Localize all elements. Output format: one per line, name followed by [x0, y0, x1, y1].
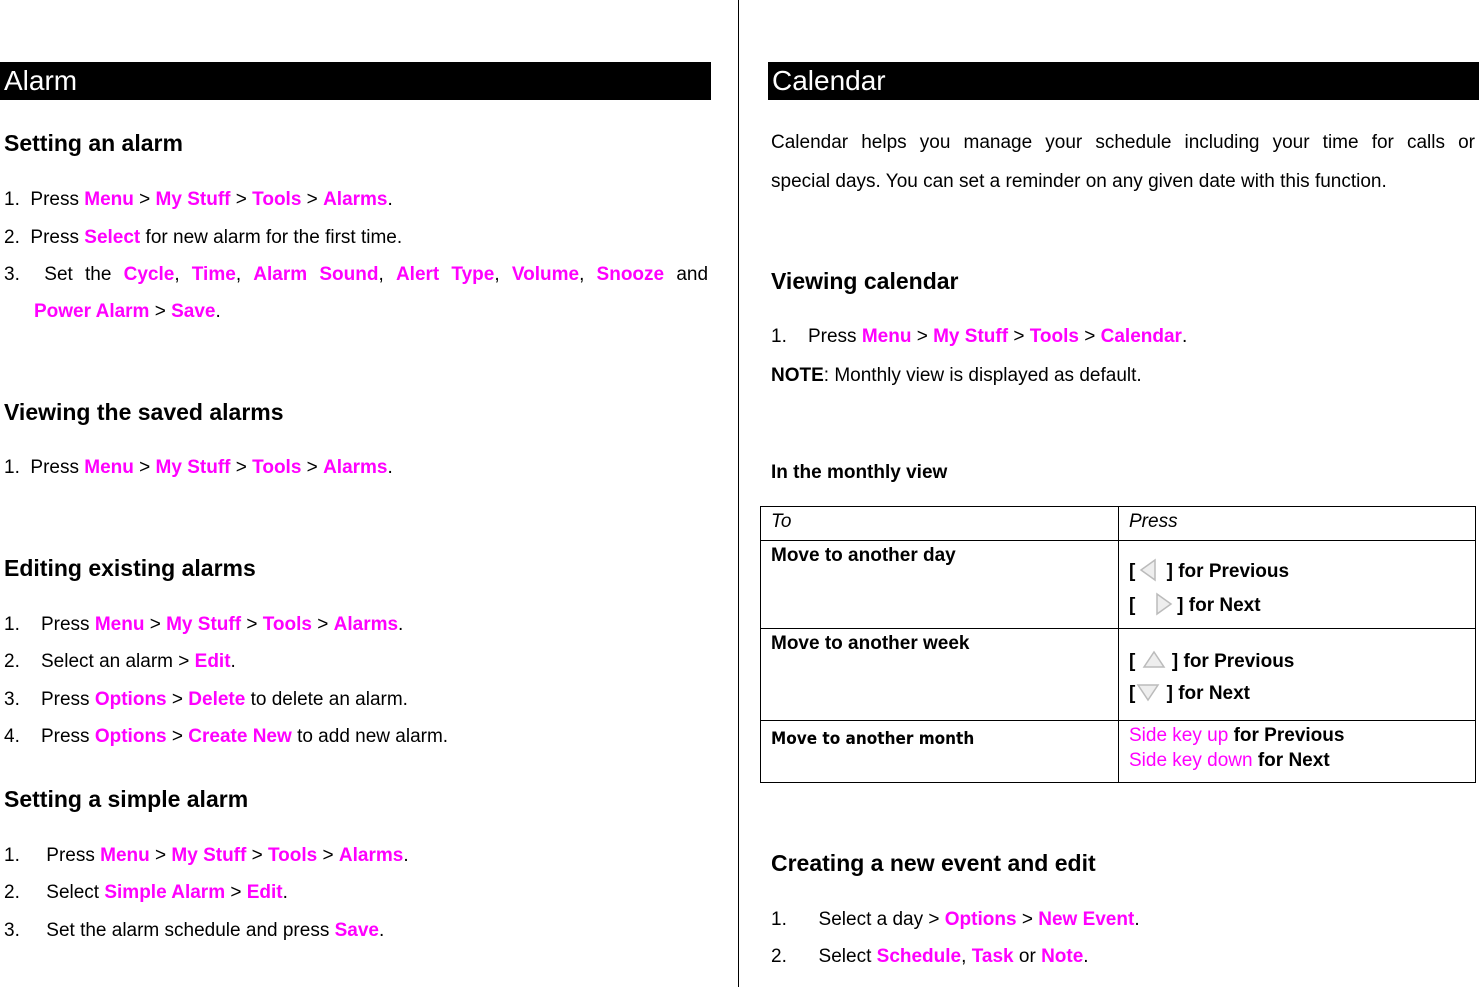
table-header-row: [761, 507, 1476, 541]
column-divider: [738, 0, 739, 987]
press-cell: [ ] for Previous [ ] for Next: [1119, 541, 1476, 629]
creating-event-heading: Creating a new event and edit: [771, 850, 1096, 876]
simple-alarm-step-3: 3. Set the alarm schedule and press Save.: [4, 920, 385, 941]
table-row: [761, 541, 1476, 629]
editing-existing-heading: Editing existing alarms: [4, 555, 256, 581]
set-alarm-step-3-cont: Power Alarm > Save.: [34, 301, 221, 322]
table-row: [761, 721, 1476, 783]
up-key-icon: [1141, 647, 1167, 673]
set-alarm-step-2: 2. Press Select for new alarm for the first time.: [4, 227, 403, 248]
viewing-saved-heading: Viewing the saved alarms: [4, 399, 284, 425]
alarm-section-title: Alarm: [0, 62, 711, 100]
action-cell: Move to another week: [761, 629, 1119, 721]
viewing-calendar-note: NOTE: Monthly view is displayed as default.: [771, 365, 1142, 386]
calendar-intro-line-1: Calendar helps you manage your schedule including your time for calls or: [771, 132, 1475, 153]
edit-step-4: 4. Press Options > Create New to add new alarm.: [4, 726, 449, 747]
monthly-view-heading: In the monthly view: [771, 462, 948, 483]
calendar-section-title: Calendar: [768, 62, 1479, 100]
monthly-view-table: [760, 506, 1476, 783]
setting-alarm-heading: Setting an alarm: [4, 130, 183, 156]
col-header-to: To: [761, 507, 1119, 541]
view-saved-step-1: 1. Press Menu > My Stuff > Tools > Alarms.: [4, 457, 393, 478]
calendar-intro-line-2: special days. You can set a reminder on any given date with this function.: [771, 171, 1387, 192]
edit-step-2: 2. Select an alarm > Edit.: [4, 651, 236, 672]
right-key-icon: [1151, 591, 1177, 617]
simple-alarm-step-2: 2. Select Simple Alarm > Edit.: [4, 882, 288, 903]
simple-alarm-heading: Setting a simple alarm: [4, 786, 249, 812]
press-cell: Side key up for Previous Side key down for Next: [1119, 721, 1476, 783]
simple-alarm-step-1: 1. Press Menu > My Stuff > Tools > Alarms.: [4, 845, 409, 866]
edit-step-3: 3. Press Options > Delete to delete an alarm.: [4, 689, 408, 710]
down-key-icon: [1135, 679, 1161, 705]
edit-step-1: 1. Press Menu > My Stuff > Tools > Alarms.: [4, 614, 404, 635]
col-header-press: Press: [1119, 507, 1476, 541]
left-key-icon: [1135, 557, 1161, 583]
creating-step-2: 2. Select Schedule, Task or Note.: [771, 946, 1089, 967]
table-row: [761, 629, 1476, 721]
press-cell: [ ] for Previous [ ] for Next: [1119, 629, 1476, 721]
set-alarm-step-3: 3. Set the Cycle, Time, Alarm Sound, Alert Type, Volume, Snooze and: [4, 264, 709, 285]
action-cell: Move to another day: [761, 541, 1119, 629]
creating-step-1: 1. Select a day > Options > New Event.: [771, 909, 1140, 930]
set-alarm-step-1: 1. Press Menu > My Stuff > Tools > Alarms.: [4, 189, 393, 210]
viewing-calendar-heading: Viewing calendar: [771, 268, 959, 294]
action-cell: Move to another month: [761, 721, 1119, 783]
viewing-calendar-step-1: 1. Press Menu > My Stuff > Tools > Calendar.: [771, 326, 1188, 347]
